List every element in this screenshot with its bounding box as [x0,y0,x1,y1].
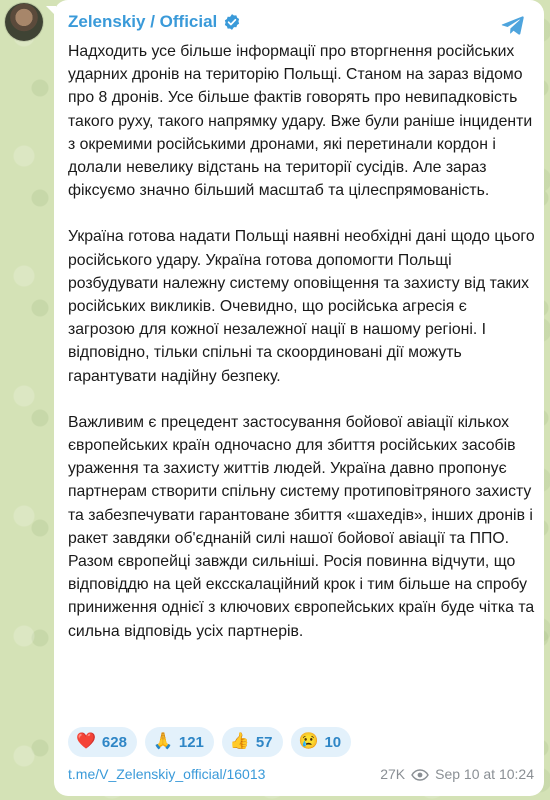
message-bubble [54,0,544,796]
reaction-count: 57 [255,733,273,751]
reaction-count: 10 [324,733,342,751]
heart-icon: ❤️ [76,733,96,750]
views-count: 27K [380,766,406,782]
reaction-crying[interactable] [291,727,352,757]
telegram-share-icon[interactable] [500,12,526,38]
reaction-heart[interactable] [68,727,137,757]
reactions-bar [68,727,351,757]
eye-icon [411,768,429,780]
reaction-count: 121 [178,733,204,751]
crying-icon: 😢 [298,733,319,750]
message-paragraph: Надходить усе більше інформації про вторгнення російських ударних дронів на територію Польщі. Станом на зараз відомо про 8 дронів. Усе більше фактів говорять про невипадковість такого руху, такого напрямку удару. Вже були раніше інциденти з окремими російськими дронами, які перетинали кордон і долали невелику відстань на території сусідів. Але зараз фіксуємо значно більший масштаб та цілеспрямованість. [68,43,533,200]
reaction-thumbs-up[interactable] [222,727,283,757]
message-footer [68,766,534,782]
message-text [68,40,536,643]
reaction-count: 628 [101,733,127,751]
thumbs-up-icon: 👍 [229,733,250,750]
post-link[interactable]: t.me/V_Zelenskiy_official/16013 [68,766,266,782]
channel-name[interactable]: Zelenskiy / Official [68,12,218,31]
channel-avatar[interactable] [5,3,43,41]
verified-check-icon [223,13,241,31]
message-timestamp: Sep 10 at 10:24 [435,766,534,782]
message-paragraph: Україна готова надати Польщі наявні необхідні дані щодо цього російського удару. Україна готова допомогти Польщі розбудувати належну систему оповіщення та захисту від таких російських викликів. Очевидно, що російська агресія є загрозою для кожної незалежної нації в нашому регіоні. І відповідно, тільки спільні та скоординовані дії можуть гарантувати надійну безпеку. [68,228,535,385]
message-meta [380,766,534,782]
message-paragraph: Важливим є прецедент застосування бойової авіації кількох європейських країн одночасно для збиття російських засобів ураження та захисту життів людей. Україна давно пропонує партнерам створити спільну систему протиповітряного захисту та забезпечувати гарантоване збиття «шахедів», інших дронів і ракет завдяки об'єднаній силі нашої бойової авіації та ППО. Разом європейці завжди сильніші. Росія повинна відчути, що відповіддю на цей ексскалаційний крок і тим більше на спробу приниження однієї з ключових європейських країн буде чітка та сильна відповідь усіх партнерів. [68,413,535,640]
channel-header [68,12,241,32]
reaction-pray[interactable] [145,727,214,757]
pray-icon: 🙏 [152,733,173,750]
